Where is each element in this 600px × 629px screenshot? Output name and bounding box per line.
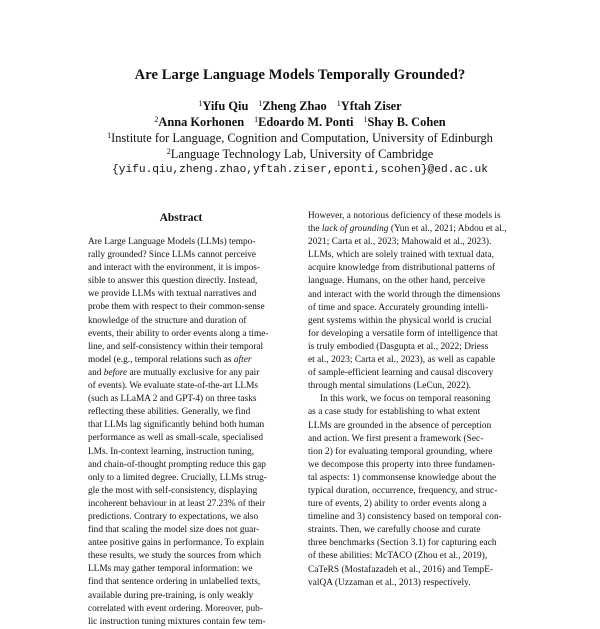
text-line: gent systems within the physical world is crucial (308, 315, 492, 326)
author-line-1 (0, 98, 600, 114)
text-line: lic instruction tuning mixtures contain few tem- (88, 616, 266, 627)
text-line: straints. Then, we carefully choose and curate (308, 525, 481, 536)
text-line: three benchmarks (Section 3.1) for capturing each (308, 538, 497, 549)
author-line-2 (0, 114, 600, 130)
author-sup: 1 (254, 115, 259, 124)
text-line: correlated with event ordering. Moreover, pub- (88, 603, 263, 614)
text-line: LLMs may gather temporal information: we (88, 564, 253, 575)
text-line: Are Large Language Models (LLMs) tempo- (88, 237, 256, 247)
text-line: (such as LLaMA 2 and GPT-4) on three tasks (88, 394, 257, 405)
author-name: Shay B. Cohen (367, 115, 446, 129)
text-line: antee positive gains in performance. To explain (88, 538, 265, 549)
text-line: and action. We first present a framework (Sec- (308, 433, 484, 444)
author-name: Yftah Ziser (340, 99, 402, 113)
text-line: that LLMs lag significantly behind both human (88, 420, 265, 431)
text-line: reflecting these abilities. Generally, we find (88, 407, 251, 418)
text-line: available during pre-training, is only weakly (88, 590, 254, 601)
text-line: of sample-efficient learning and causal discovery (308, 368, 494, 379)
text-line: find that sentence ordering in unlabelled texts, (88, 577, 261, 588)
author-sup: 1 (363, 115, 368, 124)
text-line: model (e.g., temporal relations such as after (88, 354, 252, 365)
affiliation-sup: 1 (107, 131, 112, 140)
text-line: In this work, we focus on temporal reasoning (320, 394, 491, 405)
text-line: and interact with the environment, it is impos- (88, 263, 260, 274)
text-line: 2021; Carta et al., 2023; Mahowald et al., 2023). (308, 237, 492, 248)
author-name: Anna Korhonen (158, 115, 245, 129)
affiliation-2 (0, 146, 600, 162)
author-name: Yifu Qiu (202, 99, 249, 113)
text-line: of these abilities: McTACO (Zhou et al., 2019), (308, 551, 488, 562)
affiliation-1 (0, 130, 600, 146)
text-line: valQA (Uzzaman et al., 2013) respectively. (308, 577, 471, 588)
author-email: {yifu.qiu,zheng.zhao,yftah.ziser,eponti,scohen}@ed.ac.uk (112, 164, 488, 176)
text-line: rally grounded? Since LLMs cannot perceive (88, 250, 257, 261)
text-line: predictions. Contrary to expectations, we also (88, 511, 259, 522)
text-line: However, a notorious deficiency of these models is (308, 211, 501, 221)
text-line: only to a limited degree. Crucially, LLMs strug- (88, 472, 267, 483)
affiliation-text: Language Technology Lab, University of Cambridge (170, 147, 434, 161)
text-line: CaTeRS (Mostafazadeh et al., 2016) and TempE- (308, 564, 494, 575)
text-line: language. Humans, on the other hand, perceive (308, 276, 486, 287)
text-line: the lack of grounding (Yun et al., 2021; Abdou et al., (308, 224, 507, 235)
author-block (0, 98, 600, 178)
text-line: typical duration, occurrence, frequency, and struc- (308, 485, 498, 496)
text-line: of time and space. Accurately grounding intelli- (308, 302, 489, 313)
text-line: tal aspects: 1) commonsense knowledge about the (308, 472, 497, 483)
text-line: line, and self-consistency within their temporal (88, 341, 264, 352)
abstract-heading: Abstract (159, 212, 203, 224)
author-sup: 1 (336, 99, 341, 108)
text-line: through mental simulations (LeCun, 2022). (308, 381, 472, 392)
text-line: LMs. In-context learning, instruction tuning, (88, 446, 255, 457)
text-line: LLMs are grounded in the absence of perception (308, 420, 492, 431)
text-line: ture of events, 2) ability to order events along a (308, 499, 487, 510)
author-name: Zheng Zhao (262, 99, 327, 113)
author-sup: 1 (258, 99, 263, 108)
text-line: performance as well as small-scale, specialised (88, 433, 264, 444)
text-line: timeline and 3) consistency based on temporal con- (308, 512, 502, 523)
author-sup: 2 (154, 115, 159, 124)
text-line: gle the most with self-consistency, displaying (88, 485, 258, 496)
text-line: incoherent behaviour in at least 27.23% of their (88, 498, 266, 509)
text-line: these results, we study the sources from which (88, 551, 261, 562)
text-line: and chain-of-thought prompting reduce this gap (88, 459, 266, 470)
text-line: and interact with the world through the dimensions (308, 289, 501, 300)
text-line: we provide LLMs with textual narratives and (88, 289, 257, 300)
text-line: tion 2) for evaluating temporal grounding, where (308, 446, 493, 457)
abstract-body (88, 236, 268, 629)
paper-title: Are Large Language Models Temporally Grounded? (134, 67, 466, 83)
text-line: knowledge of the structure and duration of (88, 315, 247, 326)
text-line: find that scaling the model size does not guar- (88, 525, 260, 536)
text-line: we decompose this property into three fundamen- (308, 459, 496, 470)
text-line: sible to answer this question directly. Instead, (88, 276, 258, 287)
text-line: probe them with respect to their common-sense (88, 302, 265, 313)
text-line: and before are mutually exclusive for any pair (88, 367, 260, 378)
affiliation-text: Institute for Language, Cognition and Computation, University of Edinburgh (111, 131, 493, 145)
text-line: for developing a versatile form of intelligence that (308, 328, 498, 339)
text-line: as a case study for establishing to what extent (308, 407, 481, 418)
introduction-body (308, 210, 507, 590)
text-line: et al., 2023; Carta et al., 2023), as well as capable (308, 355, 496, 366)
text-line: events, their ability to order events along a time- (88, 328, 269, 339)
text-line: LLMs, which are solely trained with textual data, (308, 250, 495, 261)
author-sup: 1 (198, 99, 203, 108)
text-line: is truly embodied (Dasgupta et al., 2022; Driess (308, 341, 489, 352)
text-line: of events). We evaluate state-of-the-art LLMs (88, 381, 258, 392)
text-line: acquire knowledge from distributional patterns of (308, 263, 496, 274)
author-name: Edoardo M. Ponti (258, 115, 354, 129)
affiliation-sup: 2 (166, 147, 171, 156)
